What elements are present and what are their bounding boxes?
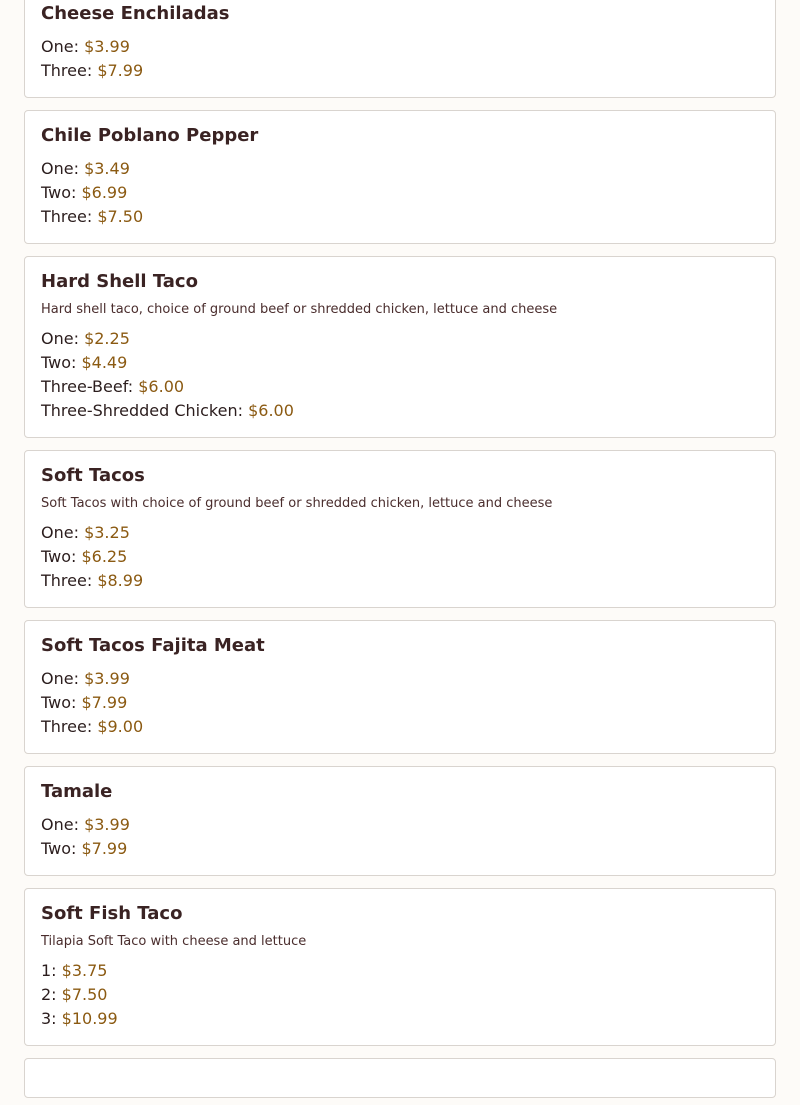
price-value: $7.99 (81, 839, 128, 858)
price-label: Three: (41, 717, 93, 736)
price-label: One: (41, 159, 79, 178)
menu-item-card-partial[interactable] (24, 1058, 776, 1098)
item-name: Soft Fish Taco (41, 903, 183, 924)
price-value: $2.25 (84, 329, 130, 348)
price-row (41, 813, 759, 837)
menu-item-card[interactable] (24, 620, 776, 754)
price-value: $9.00 (97, 717, 144, 736)
item-description: Tilapia Soft Taco with cheese and lettuce (41, 934, 307, 949)
price-label: Three-Shredded Chicken: (41, 401, 243, 420)
price-row (41, 959, 759, 983)
menu-item-list (24, 0, 776, 1105)
menu-item-card[interactable] (24, 0, 776, 98)
price-label: One: (41, 669, 79, 688)
price-label: Two: (41, 183, 77, 202)
item-name: Cheese Enchiladas (41, 3, 230, 24)
price-row (41, 691, 759, 715)
price-value: $6.00 (248, 401, 294, 420)
price-row (41, 837, 759, 861)
price-value: $3.99 (84, 669, 130, 688)
item-description: Hard shell taco, choice of ground beef or shredded chicken, lettuce and cheese (41, 302, 558, 317)
price-value: $3.49 (84, 159, 130, 178)
price-label: Two: (41, 693, 77, 712)
price-value: $3.99 (84, 37, 130, 56)
price-row (41, 545, 759, 569)
price-label: 2: (41, 985, 57, 1004)
price-row (41, 667, 759, 691)
price-label: Three: (41, 61, 93, 80)
price-label: 1: (41, 961, 57, 980)
menu-item-card[interactable] (24, 888, 776, 1046)
price-row (41, 157, 759, 181)
price-label: Three: (41, 571, 93, 590)
price-label: One: (41, 815, 79, 834)
price-value: $8.99 (97, 571, 144, 590)
item-name: Chile Poblano Pepper (41, 125, 259, 146)
price-row (41, 983, 759, 1007)
price-value: $7.50 (97, 207, 144, 226)
price-value: $3.99 (84, 815, 130, 834)
price-label: One: (41, 37, 79, 56)
price-label: One: (41, 523, 79, 542)
price-value: $10.99 (61, 1009, 118, 1028)
item-name: Tamale (41, 781, 113, 802)
price-value: $6.00 (138, 377, 185, 396)
price-label: Three-Beef: (41, 377, 134, 396)
menu-item-card[interactable] (24, 766, 776, 876)
item-name: Soft Tacos Fajita Meat (41, 635, 265, 656)
price-row (41, 59, 759, 83)
price-row (41, 569, 759, 593)
price-value: $6.99 (81, 183, 128, 202)
price-label: One: (41, 329, 79, 348)
price-label: Two: (41, 353, 77, 372)
price-value: $7.99 (97, 61, 144, 80)
price-row (41, 327, 759, 351)
item-description: Soft Tacos with choice of ground beef or shredded chicken, lettuce and cheese (41, 496, 553, 511)
menu-item-card[interactable] (24, 450, 776, 608)
price-label: 3: (41, 1009, 57, 1028)
price-row (41, 205, 759, 229)
price-label: Two: (41, 839, 77, 858)
price-row (41, 715, 759, 739)
price-row (41, 35, 759, 59)
price-value: $7.99 (81, 693, 128, 712)
menu-item-card[interactable] (24, 110, 776, 244)
menu-item-card[interactable] (24, 256, 776, 438)
price-row (41, 521, 759, 545)
price-value: $7.50 (61, 985, 108, 1004)
price-row (41, 1007, 759, 1031)
price-value: $3.75 (61, 961, 108, 980)
price-label: Two: (41, 547, 77, 566)
price-row (41, 181, 759, 205)
price-value: $4.49 (81, 353, 128, 372)
price-value: $3.25 (84, 523, 130, 542)
price-row (41, 351, 759, 375)
item-name: Soft Tacos (41, 465, 145, 486)
price-row (41, 375, 759, 399)
price-value: $6.25 (81, 547, 128, 566)
price-row (41, 399, 759, 423)
item-name: Hard Shell Taco (41, 271, 198, 292)
price-label: Three: (41, 207, 93, 226)
